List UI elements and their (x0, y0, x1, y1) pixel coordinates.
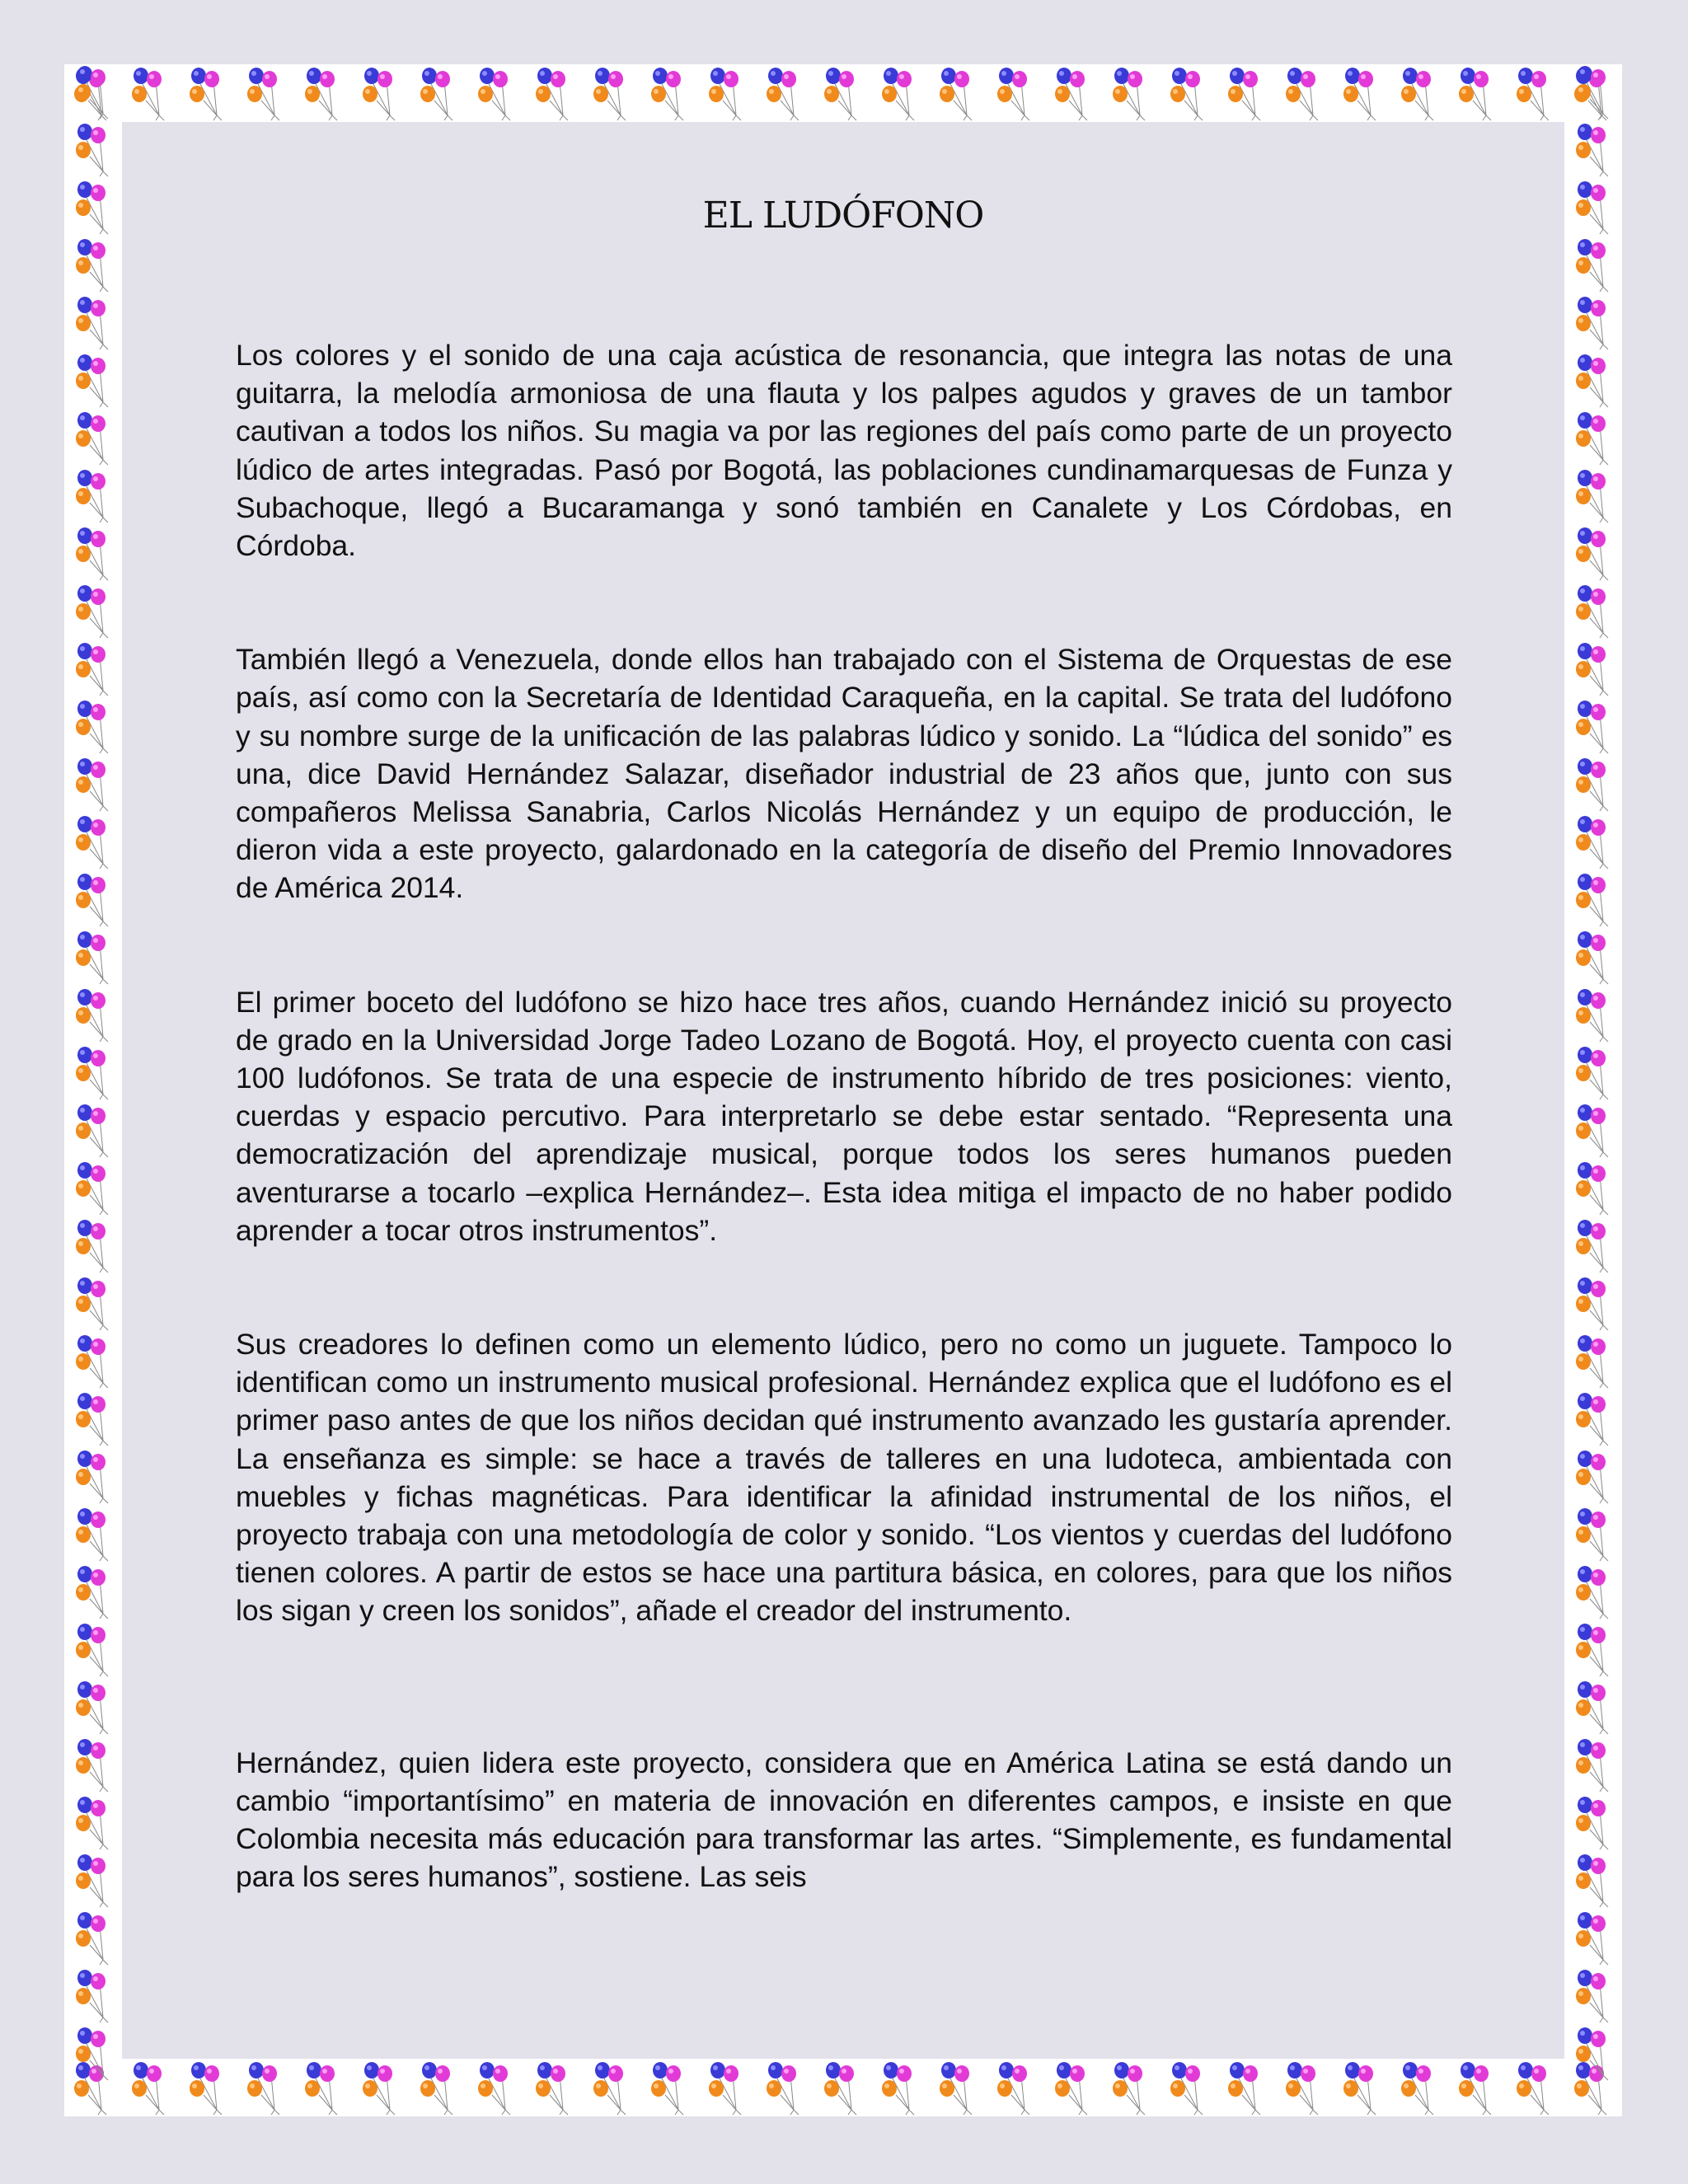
balloons-icon (1566, 2026, 1622, 2083)
balloons-icon (987, 2060, 1045, 2116)
balloons-icon (237, 66, 295, 122)
balloon-border-left (64, 64, 122, 2116)
balloons-icon (1391, 2060, 1449, 2116)
balloons-icon (66, 64, 122, 122)
balloons-icon (66, 1853, 122, 1910)
balloons-icon (66, 1910, 122, 1968)
balloons-icon (410, 2060, 468, 2116)
balloons-icon (1566, 1968, 1622, 2026)
balloons-icon (1566, 64, 1622, 122)
balloons-icon (1566, 295, 1622, 353)
balloons-icon (468, 2060, 526, 2116)
balloon-border-top (64, 64, 1622, 122)
balloons-icon (66, 295, 122, 353)
balloons-icon (584, 2060, 641, 2116)
balloons-icon (468, 66, 526, 122)
balloons-icon (1566, 1449, 1622, 1507)
balloons-icon (180, 66, 237, 122)
balloons-icon (1334, 66, 1391, 122)
balloons-icon (66, 1391, 122, 1449)
balloons-icon (1449, 66, 1507, 122)
balloons-icon (66, 180, 122, 237)
balloons-icon (1566, 987, 1622, 1045)
balloons-icon (814, 66, 872, 122)
balloons-icon (66, 237, 122, 295)
balloons-icon (237, 2060, 295, 2116)
paragraph-5: Hernández, quien lidera este proyecto, considera que en América Latina se está dando un cambio “importantísimo” en materia de innovación en diferentes campos, e insiste en que Colombia necesita más educación para transformar las artes. “Simplemente, es fundamental para los seres humanos”, sostiene. Las seis (236, 1746, 1452, 1894)
balloons-icon (1566, 180, 1622, 237)
balloons-icon (1218, 66, 1276, 122)
document-body (236, 336, 1452, 1972)
balloons-icon (1276, 66, 1334, 122)
balloons-icon (930, 2060, 987, 2116)
balloons-icon (66, 1160, 122, 1218)
balloons-icon (1218, 2060, 1276, 2116)
balloons-icon (66, 872, 122, 930)
balloons-icon (814, 2060, 872, 2116)
balloon-border-bottom (64, 2059, 1622, 2116)
balloons-icon (526, 2060, 584, 2116)
balloons-icon (1566, 353, 1622, 410)
balloons-icon (1566, 526, 1622, 583)
balloons-icon (1160, 2060, 1218, 2116)
balloons-icon (1566, 1276, 1622, 1333)
balloons-icon (66, 1103, 122, 1160)
balloons-icon (1566, 930, 1622, 987)
balloons-icon (66, 1449, 122, 1507)
balloons-icon (1566, 1333, 1622, 1391)
balloons-icon (1045, 2060, 1103, 2116)
balloons-icon (1566, 1160, 1622, 1218)
balloons-icon (410, 66, 468, 122)
balloons-icon (1566, 641, 1622, 699)
balloons-icon (872, 2060, 930, 2116)
paragraph-2: También llegó a Venezuela, donde ellos han trabajado con el Sistema de Orquestas de ese país, así como con la Secretaría de Identidad Caraqueña, en la capital. Se trata del ludófono y su nombre surge de la unificación de las palabras lúdico y sonido. La “lúdica del sonido” es una, dice David Hernández Salazar, diseñador industrial de 23 años que, junto con sus compañeros Melissa Sanabria, Carlos Nicolás Hernández y un equipo de producción, le dieron vida a este proyecto, galardonado en la categoría de diseño del Premio Innovadores de América 2014. (236, 643, 1452, 905)
balloons-icon (1334, 2060, 1391, 2116)
balloons-icon (1566, 814, 1622, 872)
balloons-icon (1566, 1910, 1622, 1968)
balloons-icon (1391, 66, 1449, 122)
balloons-icon (66, 1276, 122, 1333)
balloons-icon (1566, 1103, 1622, 1160)
balloons-icon (1276, 2060, 1334, 2116)
balloons-icon (1566, 757, 1622, 814)
balloons-icon (1566, 1680, 1622, 1737)
paragraph-4: Sus creadores lo definen como un elemento lúdico, pero no como un juguete. Tampoco lo identifican como un instrumento musical profesional. Hernández explica que el ludófono es el primer paso antes de que los niños decidan qué instrumento avanzado les gustaría aprender. La enseñanza es simple: se hace a través de talleres en una ludoteca, ambientada con muebles y fichas magnéticas. Para identificar la afinidad instrumental de los niños, el proyecto trabaja con una metodología de color y sonido. “Los vientos y cuerdas del ludófono tienen colores. A partir de estos se hace una partitura básica, en colores, para que los niños los sigan y creen los sonidos”, añade el creador del instrumento. (236, 1328, 1452, 1628)
balloons-icon (66, 1507, 122, 1564)
balloons-icon (66, 1218, 122, 1276)
balloons-icon (353, 66, 410, 122)
balloons-icon (1566, 468, 1622, 526)
balloons-icon (66, 1622, 122, 1680)
balloons-icon (66, 2026, 122, 2083)
balloons-icon (1566, 1218, 1622, 1276)
balloons-icon (1566, 1564, 1622, 1622)
balloons-icon (699, 66, 757, 122)
balloons-icon (353, 2060, 410, 2116)
balloons-icon (66, 699, 122, 757)
balloons-icon (1449, 2060, 1507, 2116)
balloons-icon (66, 526, 122, 583)
balloons-icon (66, 1333, 122, 1391)
balloons-icon (1566, 699, 1622, 757)
balloons-icon (584, 66, 641, 122)
balloons-icon (1566, 1622, 1622, 1680)
balloons-icon (699, 2060, 757, 2116)
balloons-icon (1103, 66, 1160, 122)
balloons-icon (1566, 237, 1622, 295)
balloons-icon (1566, 1737, 1622, 1795)
paragraph-3: El primer boceto del ludófono se hizo hace tres años, cuando Hernández inició su proyecto de grado en la Universidad Jorge Tadeo Lozano de Bogotá. Hoy, el proyecto cuenta con casi 100 ludófonos. Se trata de una especie de instrumento híbrido de tres posiciones: viento, cuerdas y espacio percutivo. Para interpretarlo se debe estar sentado. “Representa una democratización del aprendizaje musical, porque todos los seres humanos pueden aventurarse a tocarlo –explica Hernández–. Esta idea mitiga el impacto de no haber podido aprender a tocar otros instrumentos”. (236, 985, 1452, 1247)
balloons-icon (526, 66, 584, 122)
paragraph-1: Los colores y el sonido de una caja acústica de resonancia, que integra las notas de una guitarra, la melodía armoniosa de una flauta y los palpes agudos y graves de un tambor cautivan a todos los niños. Su magia va por las regiones del país como parte de un proyecto lúdico de artes integradas. Pasó por Bogotá, las poblaciones cundinamarquesas de Funza y Subachoque, llegó a Bucaramanga y sonó también en Canalete y Los Córdobas, en Córdoba. (236, 339, 1452, 563)
balloons-icon (641, 2060, 699, 2116)
balloons-icon (66, 410, 122, 468)
balloons-icon (66, 1737, 122, 1795)
balloons-icon (122, 2060, 180, 2116)
balloons-icon (1566, 583, 1622, 641)
balloons-icon (66, 1045, 122, 1103)
balloons-icon (1566, 1045, 1622, 1103)
balloons-icon (1566, 1507, 1622, 1564)
balloons-icon (1160, 66, 1218, 122)
balloons-icon (1507, 2060, 1564, 2116)
balloons-icon (1045, 66, 1103, 122)
balloons-icon (930, 66, 987, 122)
balloons-icon (1566, 872, 1622, 930)
balloons-icon (295, 66, 353, 122)
balloons-icon (66, 1680, 122, 1737)
balloons-icon (66, 814, 122, 872)
balloons-icon (66, 641, 122, 699)
balloons-icon (66, 468, 122, 526)
balloon-border-right (1564, 64, 1622, 2116)
balloons-icon (66, 987, 122, 1045)
balloons-icon (122, 66, 180, 122)
balloons-icon (1103, 2060, 1160, 2116)
balloons-icon (66, 1795, 122, 1853)
balloons-icon (1566, 122, 1622, 180)
balloons-icon (66, 353, 122, 410)
balloons-icon (66, 1968, 122, 2026)
balloons-icon (987, 66, 1045, 122)
document-title: EL LUDÓFONO (702, 194, 984, 237)
balloons-icon (641, 66, 699, 122)
balloons-icon (1507, 66, 1564, 122)
balloons-icon (872, 66, 930, 122)
balloons-icon (1566, 1391, 1622, 1449)
balloons-icon (66, 122, 122, 180)
balloons-icon (757, 66, 814, 122)
balloons-icon (66, 930, 122, 987)
balloons-icon (66, 583, 122, 641)
balloons-icon (1566, 1853, 1622, 1910)
balloons-icon (1566, 410, 1622, 468)
balloons-icon (66, 757, 122, 814)
balloons-icon (180, 2060, 237, 2116)
balloons-icon (295, 2060, 353, 2116)
balloons-icon (66, 1564, 122, 1622)
balloons-icon (757, 2060, 814, 2116)
balloons-icon (1566, 1795, 1622, 1853)
